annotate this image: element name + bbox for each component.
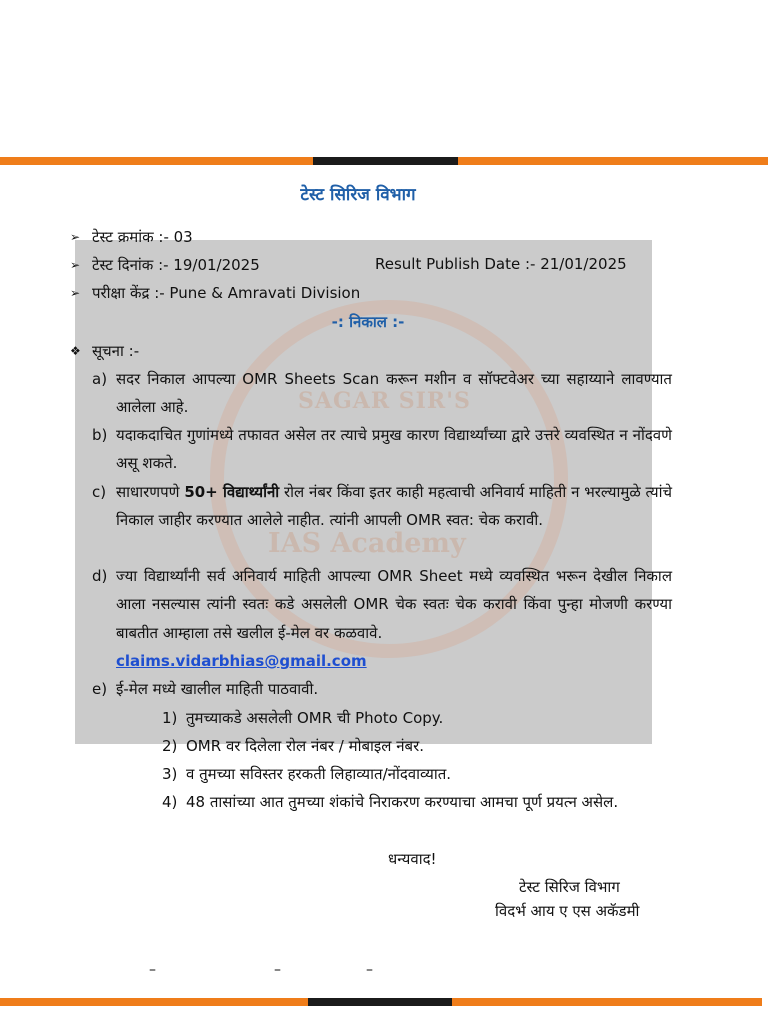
sub-item: 2) OMR वर दिलेला रोल नंबर / मोबाइल नंबर. — [162, 737, 425, 755]
arrow-bullet-icon: ➢ — [70, 230, 81, 244]
arrow-bullet-icon: ➢ — [70, 258, 81, 272]
exam-center: परीक्षा केंद्र :- Pune & Amravati Division — [92, 284, 361, 302]
note-label: a) — [92, 370, 108, 388]
note-label: c) — [92, 483, 107, 501]
header-divider-bar — [0, 157, 768, 165]
sub-item: 1) तुमच्याकडे असलेली OMR ची Photo Copy. — [162, 709, 444, 727]
test-date: टेस्ट दिनांक :- 19/01/2025 — [92, 256, 260, 274]
note-text: सदर निकाल आपल्या OMR Sheets Scan करून मशीन व सॉफ्टवेअर च्या सहाय्याने लावण्यात आलेला आहे. — [116, 370, 672, 417]
note-text: ज्या विद्यार्थ्यांनी सर्व अनिवार्य माहिती आपल्या OMR Sheet मध्ये व्यवस्थित भरून देखील निकाल आला नसल्यास त्यांनी स्वतः कडे असलेली OMR चेक स्वतः चेक करावी किंवा पुन्हा मोजणी करण्या बाबतीत आम्हाला तसे खलील ई-मेल वर कळवावे. claims.vidarbhias@gmail.com — [116, 567, 672, 671]
test-number: टेस्ट क्रमांक :- 03 — [92, 228, 193, 246]
note-b — [92, 421, 672, 478]
notice-label: सूचना :- — [92, 342, 140, 360]
note-a — [92, 365, 672, 422]
watermark-text: IAS Academy — [268, 528, 466, 559]
note-text: यदाकदाचित गुणांमध्ये तफावत असेल तर त्याचे प्रमुख कारण विद्यार्थ्यांच्या द्वारे उत्तरे व्यवस्थित न नोंदवणे असू शकते. — [116, 426, 672, 473]
sub-item: 4) 48 तासांच्या आत तुमच्या शंकांचे निराकरण करण्याचा आमचा पूर्ण प्रयत्न असेल. — [162, 793, 619, 811]
note-e — [92, 675, 672, 703]
note-highlight: 50+ विद्यार्थ्यांनी — [184, 483, 280, 501]
note-d — [92, 562, 672, 676]
thanks-text: धन्यवाद! — [388, 850, 437, 868]
note-c — [92, 478, 672, 535]
signature-academy: विदर्भ आय ए एस अकॅडमी — [495, 902, 640, 920]
arrow-bullet-icon: ➢ — [70, 286, 81, 300]
note-text: साधारणपणे 50+ विद्यार्थ्यांनी रोल नंबर किंवा इतर काही महत्वाची अनिवार्य माहिती न भरल्यामुळे त्यांचे निकाल जाहीर करण्यात आलेले नाहीत. त्यांनी आपली OMR स्वत: चेक करावी. — [116, 483, 673, 530]
note-text: ई-मेल मध्ये खालील माहिती पाठवावी. — [116, 680, 319, 698]
page-title: टेस्ट सिरिज विभाग — [300, 185, 416, 205]
note-label: d) — [92, 567, 108, 585]
result-publish-date: Result Publish Date :- 21/01/2025 — [375, 255, 627, 273]
claims-email-link[interactable]: claims.vidarbhias@gmail.com — [116, 652, 367, 671]
note-label: e) — [92, 680, 108, 698]
footer-dash: – — [366, 962, 373, 978]
signature-dept: टेस्ट सिरिज विभाग — [519, 878, 620, 896]
footer-dash: – — [274, 962, 281, 978]
watermark-text: SAGAR SIR'S — [298, 388, 471, 414]
footer-divider-bar — [0, 998, 768, 1006]
sub-item: 3) व तुमच्या सविस्तर हरकती लिहाव्यात/नोंदवाव्यात. — [162, 765, 452, 783]
diamond-bullet-icon: ❖ — [70, 344, 81, 358]
footer-dash: – — [149, 962, 156, 978]
note-label: b) — [92, 426, 108, 444]
result-heading: -: निकाल :- — [331, 313, 405, 331]
